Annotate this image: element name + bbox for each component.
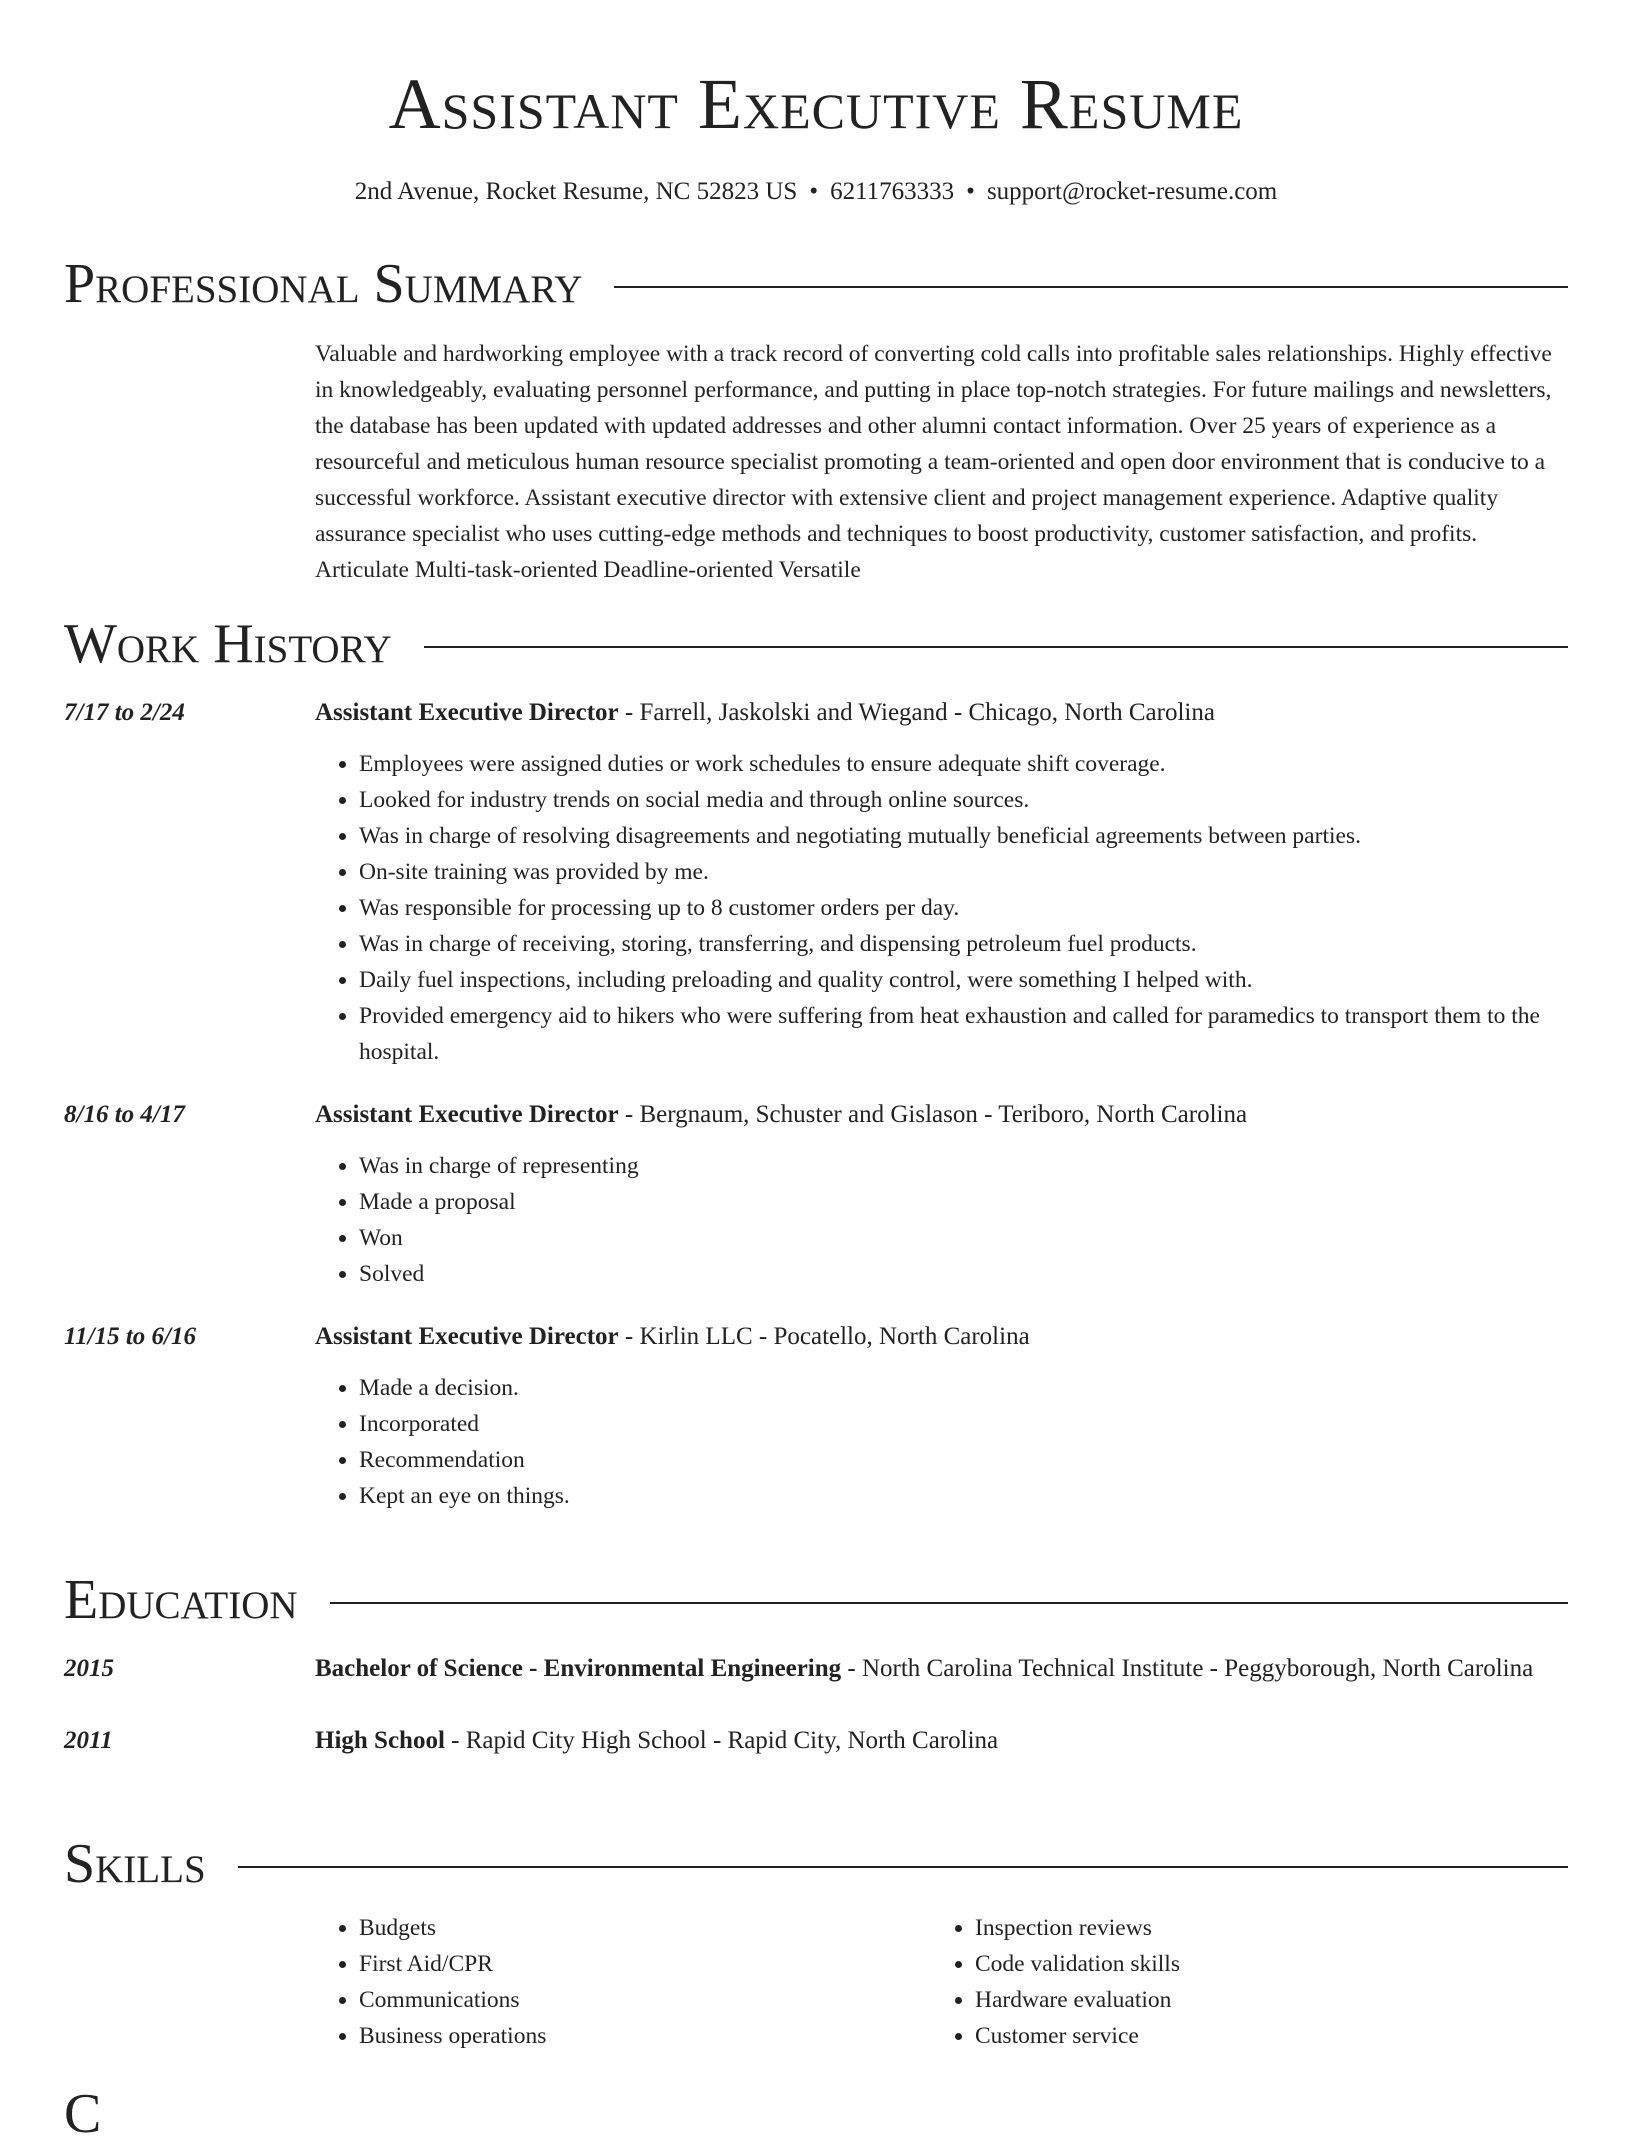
- education-degree: High School: [315, 1727, 445, 1754]
- job-title: Assistant Executive Director: [315, 1323, 619, 1350]
- education-year: 2015: [64, 1655, 114, 1682]
- list-item: • Customer service: [975, 2018, 1547, 2054]
- contact-address: 2nd Avenue, Rocket Resume, NC 52823 US: [354, 178, 798, 205]
- list-item: • First Aid/CPR: [359, 1946, 931, 1982]
- resume-title: Assistant Executive Resume: [388, 64, 1244, 144]
- list-item: • Communications: [359, 1982, 931, 2018]
- contact-phone: 6211763333: [830, 178, 955, 205]
- list-item: • Solved: [359, 1256, 1568, 1292]
- list-item: • On-site training was provided by me.: [359, 854, 1568, 890]
- list-item: • Looked for industry trends on social media and through online sources.: [359, 782, 1568, 818]
- list-item: • Was in charge of resolving disagreements and negotiating mutually beneficial agreements between parties.: [359, 818, 1568, 854]
- list-item: • Incorporated: [359, 1406, 1568, 1442]
- job-details: - Farrell, Jaskolski and Wiegand - Chicago, North Carolina: [618, 699, 1215, 726]
- job-dates: 7/17 to 2/24: [64, 699, 185, 726]
- work-history-section: [64, 612, 1568, 1514]
- contact-separator: •: [809, 178, 819, 205]
- list-item: • Daily fuel inspections, including preloading and quality control, were something I helped with.: [359, 962, 1568, 998]
- section-header: [64, 1568, 1568, 1632]
- list-item: • Recommendation: [359, 1442, 1568, 1478]
- job-heading: [315, 1318, 1568, 1356]
- list-item: • Was in charge of representing: [359, 1148, 1568, 1184]
- job-title: Assistant Executive Director: [315, 1101, 619, 1128]
- education-section: [64, 1568, 1568, 1760]
- summary-section: [64, 252, 1568, 588]
- education-entry: [64, 1722, 1568, 1760]
- job-details: - Kirlin LLC - Pocatello, North Carolina: [618, 1323, 1030, 1350]
- section-divider: [614, 286, 1568, 288]
- section-header: [64, 612, 1568, 676]
- skills-columns: [315, 1910, 1568, 2054]
- education-year: 2011: [64, 1727, 113, 1754]
- list-item: • Won: [359, 1220, 1568, 1256]
- list-item: • Kept an eye on things.: [359, 1478, 1568, 1514]
- list-item: • Was responsible for processing up to 8 customer orders per day.: [359, 890, 1568, 926]
- contact-email: support@rocket-resume.com: [986, 178, 1278, 205]
- job-entry: [64, 1096, 1568, 1292]
- job-details: - Bergnaum, Schuster and Gislason - Teriboro, North Carolina: [618, 1101, 1248, 1128]
- education-degree: Bachelor of Science - Environmental Engineering: [315, 1655, 842, 1682]
- education-heading: [315, 1650, 1568, 1688]
- job-heading: [315, 694, 1568, 732]
- next-section-title-partial: C: [64, 2083, 102, 2145]
- job-bullets: [315, 1370, 1568, 1514]
- list-item: • Provided emergency aid to hikers who were suffering from heat exhaustion and called for paramedics to transport them to the hospital.: [359, 998, 1568, 1070]
- section-divider: [330, 1602, 1568, 1604]
- list-item: • Made a decision.: [359, 1370, 1568, 1406]
- list-item: • Business operations: [359, 2018, 931, 2054]
- contact-separator: •: [966, 178, 975, 205]
- job-entry: [64, 694, 1568, 1070]
- job-dates: 8/16 to 4/17: [64, 1101, 185, 1128]
- skills-list-right: [931, 1910, 1547, 2054]
- section-title-work-history: Work History: [64, 613, 392, 675]
- list-item: • Made a proposal: [359, 1184, 1568, 1220]
- skills-list-left: [315, 1910, 931, 2054]
- job-bullets: [315, 1148, 1568, 1292]
- job-dates: 11/15 to 6/16: [64, 1323, 196, 1350]
- list-item: • Code validation skills: [975, 1946, 1547, 1982]
- list-item: • Inspection reviews: [975, 1910, 1547, 1946]
- education-details: - North Carolina Technical Institute - Peggyborough, North Carolina: [841, 1655, 1534, 1682]
- summary-text: Valuable and hardworking employee with a track record of converting cold calls into profitable sales relationships. Highly effective in knowledgeably, evaluating personnel performance, and putting in place top-notch strategies. For future mailings and newsletters, the database has been updated with updated addresses and other alumni contact information. Over 25 years of experience as a resourceful and meticulous human resource specialist promoting a team-oriented and open door environment that is conducive to a successful workforce. Assistant executive director with extensive client and project management experience. Adaptive quality assurance specialist who uses cutting-edge methods and techniques to boost productivity, customer satisfaction, and profits. Articulate Multi-task-oriented Deadline-oriented Versatile: [315, 341, 1552, 583]
- education-heading: [315, 1722, 1568, 1760]
- section-title-education: Education: [64, 1569, 298, 1631]
- section-header: [64, 1832, 1568, 1896]
- list-item: • Was in charge of receiving, storing, transferring, and dispensing petroleum fuel products.: [359, 926, 1568, 962]
- job-heading: [315, 1096, 1568, 1134]
- list-item: • Employees were assigned duties or work schedules to ensure adequate shift coverage.: [359, 746, 1568, 782]
- section-title-skills: Skills: [64, 1833, 206, 1895]
- list-item: • Hardware evaluation: [975, 1982, 1547, 2018]
- skills-section: [64, 1832, 1568, 2054]
- education-entry: [64, 1650, 1568, 1688]
- job-entry: [64, 1318, 1568, 1514]
- list-item: • Budgets: [359, 1910, 931, 1946]
- section-title-summary: Professional Summary: [64, 253, 583, 315]
- section-divider: [238, 1866, 1568, 1868]
- contact-line: [0, 174, 1632, 210]
- section-divider: [424, 646, 1568, 648]
- section-header: [64, 252, 1568, 316]
- job-bullets: [315, 746, 1568, 1070]
- education-details: - Rapid City High School - Rapid City, North Carolina: [444, 1727, 999, 1754]
- job-title: Assistant Executive Director: [315, 699, 619, 726]
